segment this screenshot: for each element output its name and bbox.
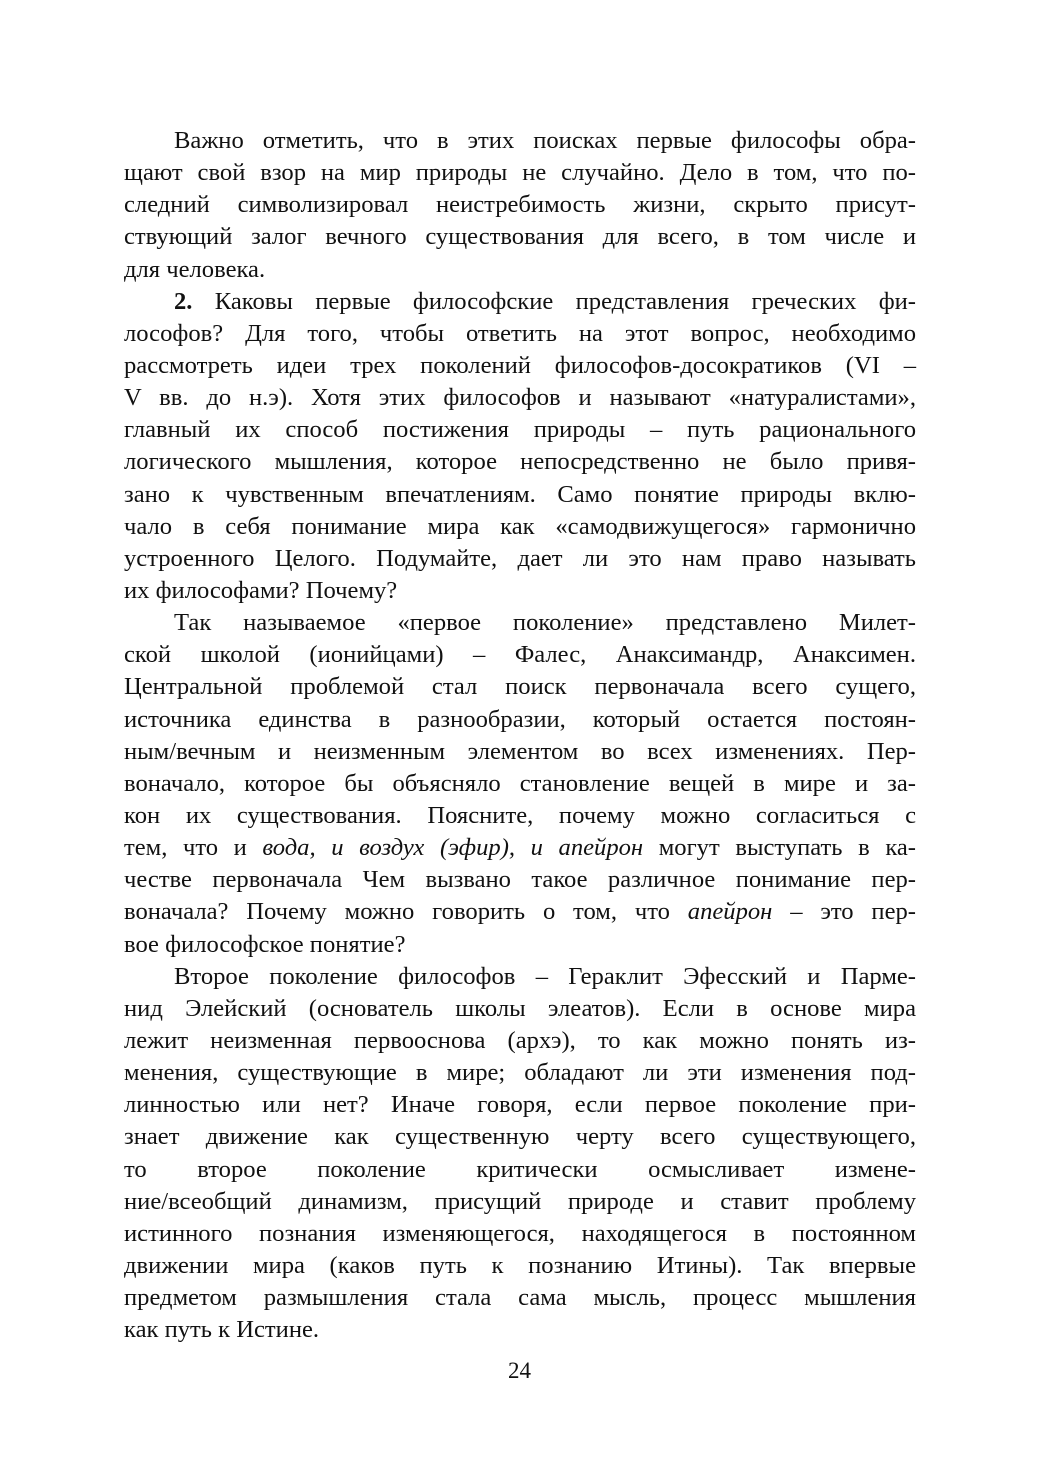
text-line — [124, 1250, 916, 1282]
text-line — [124, 1218, 916, 1250]
text-run: вое философское понятие? — [124, 930, 406, 958]
text-line — [124, 254, 916, 286]
text-run: щают свой взор на мир природы не случайно. Дело в том, что по- — [124, 159, 916, 187]
text-run: то второе поколение критически осмысливает измене- — [124, 1155, 916, 1183]
text-run: зано к чувственным впечатлениям. Само понятие природы вклю- — [124, 480, 916, 508]
text-line — [124, 768, 916, 800]
text-run: Второе поколение философов – Гераклит Эфесский и Парме- — [174, 962, 916, 990]
text-run: тем, что и — [124, 834, 263, 862]
text-run: воначала? Почему можно говорить о том, что — [124, 898, 688, 926]
text-line — [124, 832, 916, 864]
text-line — [124, 221, 916, 253]
text-line — [124, 671, 916, 703]
text-run: Каковы первые философские представления греческих фи- — [192, 287, 916, 315]
text-line — [124, 607, 916, 639]
text-line — [124, 800, 916, 832]
text-run: следний символизировал неистребимость жизни, скрыто присут- — [124, 191, 916, 219]
text-line — [124, 382, 916, 414]
text-run: истинного познания изменяющегося, находящегося в постоянном — [124, 1219, 916, 1247]
text-line — [124, 479, 916, 511]
text-line — [124, 318, 916, 350]
question-number: 2. — [174, 287, 193, 315]
text-run: предметом размышления стала сама мысль, процесс мышления — [124, 1284, 916, 1312]
italic-term: апейрон — [687, 898, 773, 926]
paragraph — [124, 961, 916, 1347]
text-line — [124, 511, 916, 543]
text-run: устроенного Целого. Подумайте, дает ли это нам право называть — [124, 544, 916, 572]
page-number: 24 — [508, 1358, 531, 1383]
text-run: движении мира (каков путь к познанию Итины). Так впервые — [124, 1251, 916, 1279]
text-run: ние/всеобщий динамизм, присущий природе и ставит проблему — [124, 1187, 916, 1215]
text-line — [124, 961, 916, 993]
text-run: нид Элейский (основатель школы элеатов). Если в основе мира — [124, 994, 916, 1022]
text-line — [124, 1025, 916, 1057]
text-line — [124, 1057, 916, 1089]
text-line — [124, 125, 916, 157]
text-line — [124, 446, 916, 478]
text-run: менения, существующие в мире; обладают ли эти изменения под- — [124, 1059, 916, 1087]
text-line — [124, 157, 916, 189]
text-line — [124, 1121, 916, 1153]
text-line — [124, 1282, 916, 1314]
text-run: рассмотреть идеи трех поколений философов-досократиков (VI – — [124, 351, 916, 379]
text-run: главный их способ постижения природы – путь рационального — [124, 416, 916, 444]
text-line — [124, 575, 916, 607]
text-run: для человека. — [124, 255, 266, 283]
text-line — [124, 286, 916, 318]
text-run: знает движение как существенную черту всего существующего, — [124, 1123, 916, 1151]
text-line — [124, 1314, 916, 1346]
text-run: V вв. до н.э). Хотя этих философов и называют «натуралистами», — [124, 384, 916, 412]
text-run: источника единства в разнообразии, который остается постоян- — [124, 705, 916, 733]
text-run: лософов? Для того, чтобы ответить на этот вопрос, необходимо — [124, 319, 916, 347]
text-line — [124, 189, 916, 221]
text-run: их философами? Почему? — [124, 576, 398, 604]
text-run: честве первоначала Чем вызвано такое различное понимание пер- — [124, 866, 916, 894]
text-line — [124, 1186, 916, 1218]
text-line — [124, 414, 916, 446]
text-line — [124, 864, 916, 896]
text-run: воначало, которое бы объясняло становление вещей в мире и за- — [124, 769, 916, 797]
text-run: лежит неизменная первооснова (архэ), то как можно понять из- — [124, 1026, 916, 1054]
text-line — [124, 736, 916, 768]
text-run: как путь к Истине. — [124, 1316, 320, 1344]
text-run: Так называемое «первое поколение» представлено Милет- — [174, 609, 916, 637]
text-run: кон их существования. Поясните, почему можно согласиться с — [124, 801, 916, 829]
text-line — [124, 993, 916, 1025]
text-line — [124, 704, 916, 736]
text-line — [124, 543, 916, 575]
text-run: – это пер- — [772, 898, 916, 926]
text-line — [124, 639, 916, 671]
text-line — [124, 1089, 916, 1121]
text-run: линностью или нет? Иначе говоря, если первое поколение при- — [124, 1091, 916, 1119]
text-run: чало в себя понимание мира как «самодвижущегося» гармонично — [124, 512, 916, 540]
text-line — [124, 1154, 916, 1186]
paragraph — [124, 286, 916, 607]
text-run: логического мышления, которое непосредственно не было привя- — [124, 448, 916, 476]
text-run: Центральной проблемой стал поиск первоначала всего сущего, — [124, 673, 916, 701]
text-line — [124, 896, 916, 928]
paragraph — [124, 607, 916, 961]
text-line — [124, 929, 916, 961]
text-run: Важно отметить, что в этих поисках первые философы обра- — [174, 127, 916, 154]
page-body — [124, 125, 916, 1346]
text-line — [124, 350, 916, 382]
text-run: ным/вечным и неизменным элементом во всех изменениях. Пер- — [124, 737, 916, 765]
text-run: ской школой (ионийцами) – Фалес, Анаксимандр, Анаксимен. — [124, 641, 916, 669]
italic-term: вода, и воздух (эфир), и апейрон — [262, 834, 644, 862]
paragraph — [124, 125, 916, 286]
text-run: ствующий залог вечного существования для всего, в том числе и — [124, 223, 916, 251]
text-run: могут выступать в ка- — [643, 834, 916, 862]
